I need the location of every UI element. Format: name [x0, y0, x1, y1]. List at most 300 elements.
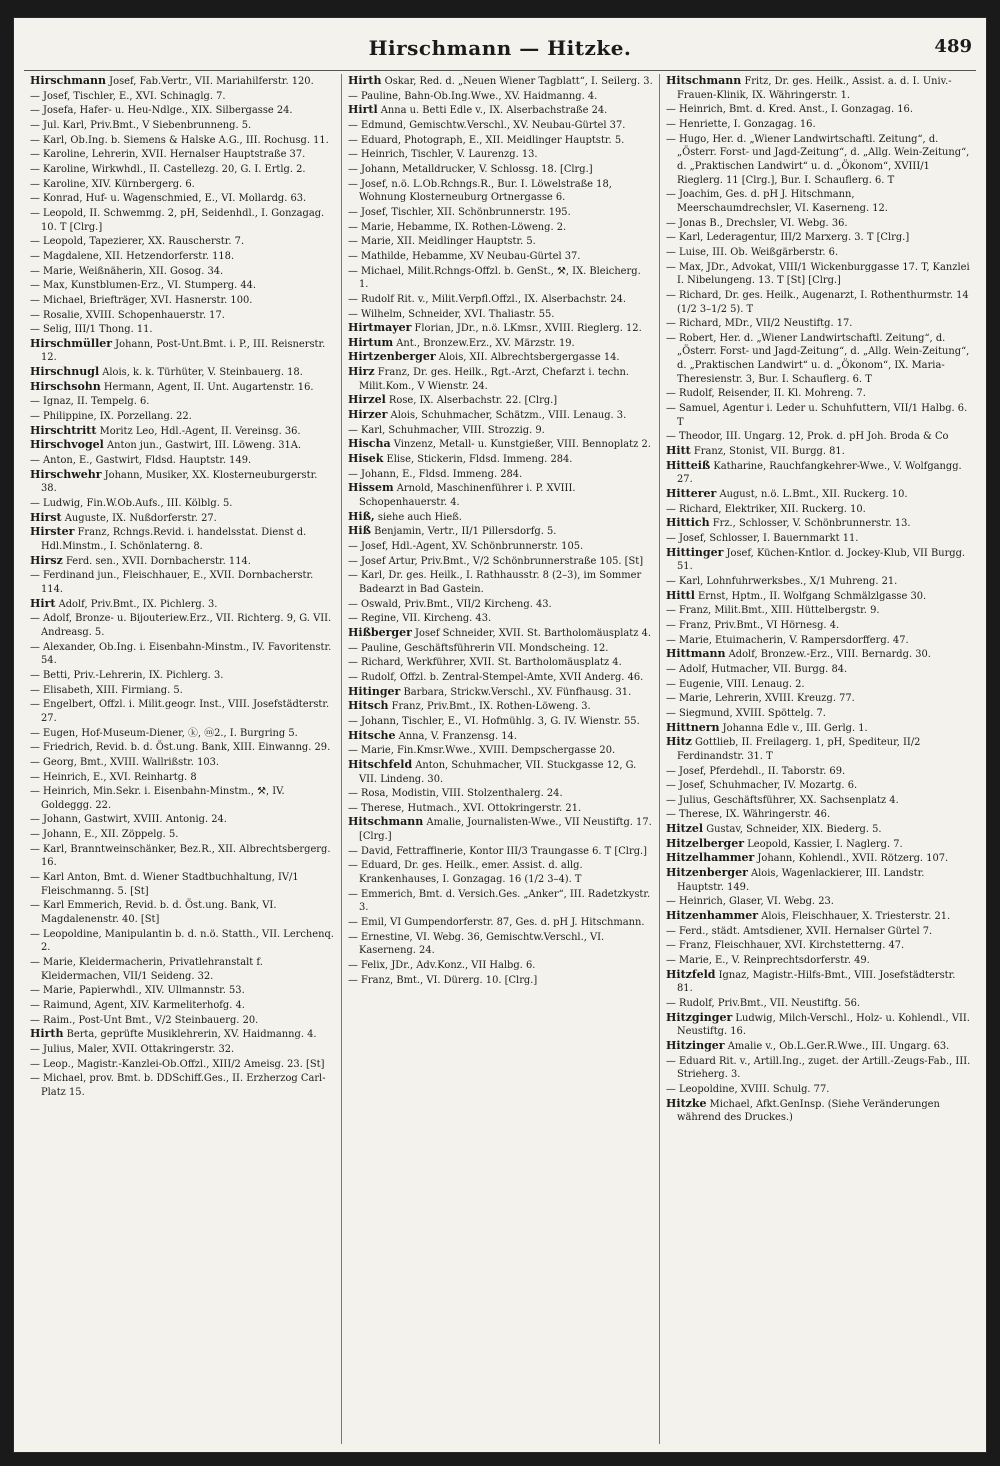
directory-entry	[348, 350, 653, 365]
directory-entry	[666, 74, 972, 102]
entry-text: — Leopoldine, Manipulantin b. d. n.ö. Statth., VII. Lerchenq. 2.	[30, 928, 334, 954]
directory-entry	[30, 424, 335, 439]
directory-entry	[348, 205, 653, 220]
entry-text: — Marie, Kleidermacherin, Privatlehranstalt f. Kleidermachen, VII/1 Seideng. 32.	[30, 957, 263, 982]
directory-entry	[348, 655, 653, 670]
entry-text: Anna u. Betti Edle v., IX. Alserbachstraße 24.	[377, 105, 608, 117]
entry-surname: Hitschmann	[666, 74, 742, 87]
entry-text: Gottlieb, II. Freilagerg. 1, pH, Spediteur, II/2 Ferdinandstr. 31. T	[677, 737, 921, 762]
entry-text: Ignaz, Magistr.-Hilfs-Bmt., VIII. Josefstädterstr. 81.	[677, 969, 956, 995]
entry-surname: Hirt	[30, 596, 56, 610]
entry-surname: Hirst	[30, 510, 62, 524]
directory-entry	[30, 249, 335, 264]
directory-entry	[30, 380, 335, 395]
entry-surname: Hittich	[666, 516, 710, 530]
entry-text: — Selig, III/1 Thong. 11.	[30, 324, 153, 336]
entry-text: — Josef, Hdl.-Agent, XV. Schönbrunnerstr. 105.	[348, 541, 584, 552]
entry-text: — Josef, Tischler, XII. Schönbrunnerstr. 195.	[348, 206, 571, 218]
entry-text: — Friedrich, Revid. b. d. Öst.ung. Bank, XIII. Einwanng. 29.	[30, 742, 331, 754]
running-head: Hirschmann — Hitzke.	[368, 36, 632, 60]
entry-text: — Philippine, IX. Porzellang. 22.	[30, 411, 192, 423]
directory-entry	[348, 568, 653, 596]
entry-text: — Max, JDr., Advokat, VIII/1 Wickenburggasse 17. T, Kanzlei I. Nibelungeng. 13. T [St] [Clrg.]	[666, 261, 970, 287]
directory-entry	[30, 898, 335, 926]
entry-surname: Hißberger	[348, 625, 412, 639]
directory-entry	[348, 626, 653, 641]
directory-entry	[30, 784, 335, 812]
entry-text: Franz, Stonist, VII. Burgg. 81.	[690, 446, 845, 458]
entry-text: — Rudolf Rit. v., Milit.Verpfl.Offzl., IX. Alserbachstr. 24.	[348, 293, 626, 305]
entry-text: Josef, Fab.Vertr., VII. Mariahilferstr. 120.	[106, 76, 314, 87]
directory-entry	[666, 589, 972, 604]
directory-entry	[666, 316, 972, 331]
directory-entry	[666, 1097, 972, 1125]
directory-entry	[30, 755, 335, 770]
entry-text: Franz, Rchngs.Revid. i. handelsstat. Dienst d. Hdl.Minstm., I. Schönlaterng. 8.	[41, 527, 307, 552]
entry-text: — Henriette, I. Gonzagag. 16.	[666, 118, 816, 130]
entry-text: — Marie, Etuimacherin, V. Rampersdorfferg. 47.	[666, 634, 909, 646]
directory-entry	[348, 815, 653, 843]
entry-surname: Hitschmann	[348, 815, 424, 829]
entry-text: — Karl Anton, Bmt. d. Wiener Stadtbuchhaltung, IV/1 Fleischmanng. 5. [St]	[30, 872, 299, 897]
directory-entry	[30, 453, 335, 468]
entry-text: Auguste, IX. Nußdorferstr. 27.	[61, 512, 217, 524]
entry-text: Hermann, Agent, II. Unt. Augartenstr. 16.	[100, 381, 314, 393]
directory-entry	[30, 870, 335, 898]
directory-entry	[666, 516, 972, 531]
directory-entry	[666, 894, 972, 909]
entry-text: — Marie, Fin.Kmsr.Wwe., XVIII. Dempschergasse 20.	[348, 745, 616, 757]
directory-entry	[666, 1011, 972, 1039]
entry-surname: Hirtum	[348, 335, 394, 349]
directory-entry	[348, 930, 653, 958]
entry-text: Benjamin, Vertr., II/1 Pillersdorfg. 5.	[370, 526, 557, 538]
directory-entry	[348, 307, 653, 322]
entry-text: — Eugen, Hof-Museum-Diener, ⓚ, ⓜ2., I. Burgring 5.	[30, 727, 298, 739]
entry-surname: Hissem	[348, 481, 394, 495]
entry-text: Michael, Afkt.GenInsp. (Siehe Veränderungen während des Druckes.)	[677, 1098, 940, 1124]
entry-text: — Karoline, XIV. Kürnbergerg. 6.	[30, 178, 195, 190]
directory-entry	[30, 147, 335, 162]
entry-text: Amalie v., Ob.L.Ger.R.Wwe., III. Ungarg. 63.	[724, 1040, 950, 1052]
entry-text: siehe auch Hieß.	[374, 511, 462, 523]
directory-entry	[666, 924, 972, 939]
entry-text: Josef, Küchen-Kntlor. d. Jockey-Klub, VII Burgg. 51.	[677, 547, 966, 573]
entry-text: — Richard, MDr., VII/2 Neustiftg. 17.	[666, 318, 853, 330]
entry-surname: Hirz	[348, 365, 375, 379]
entry-text: — Michael, Briefträger, XVI. Hasnerstr. 100.	[30, 294, 253, 306]
entry-text: — Michael, prov. Bmt. b. DDSchiff.Ges., II. Erzherzog Carl-Platz 15.	[30, 1073, 326, 1098]
entry-text: — Elisabeth, XIII. Firmiang. 5.	[30, 684, 183, 696]
entry-text: — Karl, Dr. ges. Heilk., I. Rathhausstr. 8 (2–3), im Sommer Badearzt in Bad Gastein.	[348, 570, 642, 595]
directory-entry	[30, 554, 335, 569]
entry-text: Rose, IX. Alserbachstr. 22. [Clrg.]	[385, 395, 558, 407]
entry-text: — Alexander, Ob.Ing. i. Eisenbahn-Minstm., IV. Favoritenstr. 54.	[30, 641, 332, 667]
directory-entry	[348, 510, 653, 525]
directory-entry	[348, 133, 653, 148]
directory-entry	[348, 74, 653, 89]
directory-entry	[348, 292, 653, 307]
directory-entry	[666, 662, 972, 677]
directory-entry	[666, 647, 972, 662]
directory-entry	[666, 288, 972, 316]
entry-text: — Max, Kunstblumen-Erz., VI. Stumperg. 44.	[30, 280, 257, 292]
directory-entry	[348, 408, 653, 423]
entry-text: Frz., Schlosser, V. Schönbrunnerstr. 13.	[709, 518, 911, 530]
entry-surname: Hirsz	[30, 553, 63, 567]
directory-entry	[348, 641, 653, 656]
entry-text: — Mathilde, Hebamme, XV Neubau-Gürtel 37.	[348, 250, 581, 262]
directory-entry	[30, 827, 335, 842]
entry-text: Josef Schneider, XVII. St. Bartholomäusplatz 4.	[411, 627, 652, 639]
entry-text: — Magdalene, XII. Hetzendorferstr. 118.	[30, 250, 235, 262]
directory-entry	[666, 117, 972, 132]
entry-text: — David, Fettraffinerie, Kontor III/3 Traungasse 6. T [Clrg.]	[348, 845, 648, 857]
directory-entry	[666, 429, 972, 444]
entry-text: — Karl, Lohnfuhrwerksbes., X/1 Muhreng. 21.	[666, 575, 898, 587]
entry-surname: Hirschvogel	[30, 438, 104, 452]
entry-surname: Hitteiß	[666, 458, 711, 472]
directory-entry	[348, 973, 653, 988]
entry-text: — Emil, VI Gumpendorferstr. 87, Ges. d. pH J. Hitschmann.	[348, 917, 645, 929]
entry-text: — Engelbert, Offzl. i. Milit.geogr. Inst., VIII. Josefstädterstr. 27.	[30, 699, 330, 724]
directory-entry	[666, 574, 972, 589]
entry-text: Johann, Post-Unt.Bmt. i. P., III. Reisnerstr. 12.	[41, 338, 326, 364]
entry-text: Arnold, Maschinenführer i. P. XVIII. Schopenhauerstr. 4.	[359, 483, 576, 509]
entry-surname: Hirschmüller	[30, 336, 113, 350]
entry-text: Johann, Kohlendl., XVII. Rötzerg. 107.	[754, 853, 949, 865]
entry-surname: Hirschsohn	[30, 379, 101, 393]
entry-text: Anton, Schuhmacher, VII. Stuckgasse 12, G. VII. Lindeng. 30.	[359, 759, 637, 785]
directory-entry	[666, 502, 972, 517]
entry-surname: Hiß,	[348, 509, 375, 523]
directory-entry	[30, 1071, 335, 1099]
directory-entry	[666, 691, 972, 706]
directory-entry	[348, 887, 653, 915]
entry-text: — Ferd., städt. Amtsdiener, XVII. Hernalser Gürtel 7.	[666, 925, 933, 937]
entry-text: — Richard, Dr. ges. Heilk., Augenarzt, I. Rothenthurmstr. 14 (1/2 3–1/2 5). T	[666, 289, 969, 315]
directory-entry	[666, 837, 972, 852]
entry-text: Alois, Schuhmacher, Schätzm., VIII. Lenaug. 3.	[387, 410, 627, 422]
directory-entry	[348, 524, 653, 539]
directory-entry	[348, 844, 653, 859]
directory-entry	[30, 468, 335, 496]
entry-text: — Richard, Werkführer, XVII. St. Bartholomäusplatz 4.	[348, 657, 622, 669]
entry-text: Leopold, Kassier, I. Naglerg. 7.	[744, 838, 903, 850]
entry-surname: Hittl	[666, 588, 695, 602]
entry-text: — Leop., Magistr.-Kanzlei-Ob.Offzl., XIII/2 Ameisg. 23. [St]	[30, 1058, 325, 1070]
entry-text: Amalie, Journalisten-Wwe., VII Neustiftg. 17. [Clrg.]	[359, 817, 652, 843]
directory-entry	[666, 1039, 972, 1054]
directory-entry	[30, 234, 335, 249]
directory-entry	[666, 677, 972, 692]
directory-entry	[30, 525, 335, 553]
entry-text: — Heinrich, Tischler, V. Laurenzg. 13.	[348, 149, 538, 161]
directory-entry	[666, 459, 972, 487]
entry-text: Moritz Leo, Hdl.-Agent, II. Vereinsg. 36.	[96, 425, 301, 437]
entry-text: Adolf, Bronzew.-Erz., VIII. Bernardg. 30.	[725, 649, 931, 661]
entry-text: Johanna Edle v., III. Gerlg. 1.	[719, 722, 868, 734]
entry-text: — Eugenie, VIII. Lenaug. 2.	[666, 678, 805, 690]
entry-text: — Josef Artur, Priv.Bmt., V/2 Schönbrunnerstraße 105. [St]	[348, 555, 644, 567]
directory-entry	[30, 162, 335, 177]
directory-entry	[30, 770, 335, 785]
directory-entry	[666, 706, 972, 721]
directory-entry	[666, 909, 972, 924]
entry-text: — Theodor, III. Ungarg. 12, Prok. d. pH Joh. Broda & Co	[666, 431, 949, 443]
directory-entry	[666, 793, 972, 808]
entry-text: — Rudolf, Priv.Bmt., VII. Neustiftg. 56.	[666, 998, 861, 1009]
directory-entry	[30, 278, 335, 293]
directory-entry	[30, 206, 335, 234]
entry-text: — Heinrich, Min.Sekr. i. Eisenbahn-Minstm., ⚒, IV. Goldeggg. 22.	[30, 786, 285, 811]
entry-text: — Franz, Fleischhauer, XVI. Kirchstetterng. 47.	[666, 940, 905, 952]
directory-entry	[30, 955, 335, 983]
directory-entry	[30, 697, 335, 725]
directory-entry	[666, 1054, 972, 1082]
entry-text: — Edmund, Gemischtw.Verschl., XV. Neubau-Gürtel 37.	[348, 119, 626, 131]
entry-text: — Wilhelm, Schneider, XVI. Thaliastr. 55.	[348, 308, 555, 320]
entry-surname: Hitz	[666, 735, 692, 749]
entry-text: — Ignaz, II. Tempelg. 6.	[30, 396, 150, 408]
directory-entry	[30, 1013, 335, 1028]
directory-entry	[30, 177, 335, 192]
directory-entry	[666, 1082, 972, 1097]
entry-text: — Heinrich, Bmt. d. Kred. Anst., I. Gonzagag. 16.	[666, 104, 913, 116]
directory-entry	[30, 118, 335, 133]
entry-text: Anna, V. Franzensg. 14.	[395, 730, 517, 742]
directory-entry	[666, 331, 972, 387]
directory-entry	[30, 1057, 335, 1072]
entry-text: Fritz, Dr. ges. Heilk., Assist. a. d. I. Univ.-Frauen-Klinik, IX. Währingerstr. 1.	[677, 76, 952, 101]
directory-entry	[348, 336, 653, 351]
entry-surname: Hitzenhammer	[666, 909, 759, 923]
entry-text: — Ferdinand jun., Fleischhauer, E., XVII. Dornbacherstr. 114.	[30, 570, 314, 595]
directory-entry	[348, 264, 653, 292]
entry-text: — Franz, Milit.Bmt., XIII. Hüttelbergstr. 9.	[666, 605, 880, 617]
entry-text: — Josef, Pferdehdl., II. Taborstr. 69.	[666, 765, 846, 777]
directory-entry	[30, 983, 335, 998]
entry-text: — Therese, Hutmach., XVI. Ottokringerstr. 21.	[348, 802, 582, 814]
page-header	[14, 32, 986, 72]
entry-surname: Hittnern	[666, 720, 720, 734]
entry-text: Oskar, Red. d. „Neuen Wiener Tagblatt“, I. Seilerg. 3.	[381, 76, 653, 87]
directory-entry	[348, 786, 653, 801]
entry-text: — Richard, Elektriker, XII. Ruckerg. 10.	[666, 503, 866, 515]
entry-text: — Karl, Schuhmacher, VIII. Strozzig. 9.	[348, 424, 545, 436]
directory-entry	[666, 386, 972, 401]
directory-entry	[348, 147, 653, 162]
entry-text: — Felix, JDr., Adv.Konz., VII Halbg. 6.	[348, 960, 536, 972]
entry-text: Ferd. sen., XVII. Dornbacherstr. 114.	[62, 555, 251, 567]
entry-text: Johann, Musiker, XX. Klosterneuburgerstr. 38.	[41, 469, 318, 495]
entry-text: August, n.ö. L.Bmt., XII. Ruckerg. 10.	[716, 489, 908, 501]
entry-text: — Betti, Priv.-Lehrerin, IX. Pichlerg. 3.	[30, 669, 224, 681]
entry-surname: Hirtzenberger	[348, 350, 436, 364]
directory-entry	[30, 496, 335, 511]
entry-text: — Karl, Lederagentur, III/2 Marxerg. 3. T [Clrg.]	[666, 232, 910, 244]
directory-entry	[666, 735, 972, 763]
directory-entry	[30, 726, 335, 741]
entry-text: — Josef, Schlosser, I. Bauernmarkt 11.	[666, 533, 859, 544]
entry-text: — Eduard Rit. v., Artill.Ing., zuget. der Artill.-Zeugs-Fab., III. Strieherg. 3.	[666, 1055, 971, 1081]
directory-entry	[30, 308, 335, 323]
directory-page	[14, 18, 986, 1452]
entry-text: — Josef, n.ö. L.Ob.Rchngs.R., Bur. I. Löwelstraße 18, Wohnung Klosterneuburg Ortnergasse 6.	[348, 178, 612, 204]
entry-text: Elise, Stickerin, Fldsd. Immeng. 284.	[383, 454, 573, 466]
entry-text: — Heinrich, Glaser, VI. Webg. 23.	[666, 896, 834, 908]
entry-text: — Ernestine, VI. Webg. 36, Gemischtw.Verschl., VI. Kaserneng. 24.	[348, 931, 605, 957]
directory-entry	[666, 187, 972, 215]
entry-text: Franz, Dr. ges. Heilk., Rgt.-Arzt, Chefarzt i. techn. Milit.Kom., V Wienstr. 24.	[359, 367, 630, 392]
entry-text: — Michael, Milit.Rchngs-Offzl. b. GenSt., ⚒, IX. Bleicherg. 1.	[348, 265, 641, 291]
header-rule	[24, 70, 976, 71]
directory-entry	[348, 539, 653, 554]
entry-text: Alois, k. k. Türhüter, V. Steinbauerg. 18.	[99, 367, 303, 379]
directory-entry	[666, 807, 972, 822]
entry-text: — Karl Emmerich, Revid. b. d. Öst.ung. Bank, VI. Magdalenenstr. 40. [St]	[30, 900, 277, 926]
directory-entry	[348, 365, 653, 393]
directory-entry	[348, 714, 653, 729]
directory-entry	[666, 132, 972, 188]
directory-entry	[30, 293, 335, 308]
directory-entry	[348, 801, 653, 816]
directory-entry	[348, 452, 653, 467]
entry-text: — Ludwig, Fin.W.Ob.Aufs., III. Kölblg. 5.	[30, 498, 233, 510]
entry-surname: Hirtmayer	[348, 321, 412, 335]
directory-columns	[24, 74, 978, 1444]
directory-entry	[666, 216, 972, 231]
entry-surname: Hirzel	[348, 393, 386, 407]
directory-entry	[348, 437, 653, 452]
entry-text: — Johann, E., XII. Zöppelg. 5.	[30, 829, 179, 841]
directory-entry	[30, 668, 335, 683]
directory-entry	[666, 953, 972, 968]
directory-entry	[30, 683, 335, 698]
directory-entry	[666, 822, 972, 837]
entry-text: Florian, JDr., n.ö. LKmsr., XVIII. Rieglerg. 12.	[411, 323, 642, 335]
entry-text: — Rosa, Modistin, VIII. Stolzenthalerg. 24.	[348, 788, 563, 800]
directory-entry	[348, 103, 653, 118]
entry-text: — Rosalie, XVIII. Schopenhauerstr. 17.	[30, 309, 225, 321]
directory-entry	[30, 365, 335, 380]
entry-text: — Marie, E., V. Reinprechtsdorferstr. 49.	[666, 955, 870, 967]
directory-entry	[666, 633, 972, 648]
entry-text: Anton jun., Gastwirt, III. Löweng. 31A.	[103, 440, 302, 452]
entry-surname: Hitzke	[666, 1096, 707, 1110]
entry-surname: Hiß	[348, 524, 371, 538]
entry-surname: Hitt	[666, 444, 691, 458]
entry-text: — Rudolf, Offzl. b. Zentral-Stempel-Amte, XVII Anderg. 46.	[348, 671, 644, 683]
entry-text: — Eduard, Photograph, E., XII. Meidlinger Hauptstr. 5.	[348, 134, 625, 146]
column-right	[660, 74, 978, 1444]
entry-text: Alois, Fleischhauer, X. Triesterstr. 21.	[758, 911, 951, 923]
entry-text: — Raimund, Agent, XIV. Karmeliterhofg. 4.	[30, 1000, 245, 1011]
entry-text: — Konrad, Huf- u. Wagenschmied, E., VI. Mollardg. 63.	[30, 193, 307, 205]
entry-surname: Hisek	[348, 452, 384, 466]
directory-entry	[666, 531, 972, 546]
directory-entry	[348, 729, 653, 744]
directory-entry	[30, 927, 335, 955]
page-number: 489	[934, 36, 972, 57]
directory-entry	[30, 264, 335, 279]
entry-surname: Hittinger	[666, 545, 724, 559]
directory-entry	[348, 743, 653, 758]
entry-surname: Hitzginger	[666, 1010, 733, 1024]
entry-text: — Marie, XII. Meidlinger Hauptstr. 5.	[348, 236, 536, 248]
entry-text: Alois, XII. Albrechtsbergergasse 14.	[435, 352, 620, 364]
entry-text: Ernst, Hptm., II. Wolfgang Schmälzlgasse 30.	[694, 590, 927, 602]
directory-entry	[30, 597, 335, 612]
entry-surname: Hirth	[30, 1027, 64, 1041]
entry-surname: Hirtl	[348, 103, 378, 117]
entry-text: — Samuel, Agentur i. Leder u. Schuhfuttern, VII/1 Halbg. 6. T	[666, 403, 968, 428]
entry-text: — Robert, Her. d. „Wiener Landwirtschaftl. Zeitung“, d. „Österr. Forst- und Jagd-Zeitung“, d. „Allg. Wein-Zeitung“, d. „Praktischen Landwirt“ u. d. „Ökonom“, IX. Maria-Theresienstr. 3, Bur. I. Schauflerg. 6. T	[666, 332, 970, 385]
directory-entry	[348, 423, 653, 438]
entry-text: — Eduard, Dr. ges. Heilk., emer. Assist. d. allg. Krankenhauses, I. Gonzagag. 16 (1/2 3–4). T	[348, 860, 583, 886]
directory-entry	[666, 603, 972, 618]
entry-text: — Johann, E., Fldsd. Immeng. 284.	[348, 468, 523, 480]
entry-text: — Julius, Geschäftsführer, XX. Sachsenplatz 4.	[666, 794, 899, 806]
entry-text: Alois, Wagenlackierer, III. Landstr. Hauptstr. 149.	[677, 868, 925, 893]
directory-entry	[30, 103, 335, 118]
directory-entry	[666, 968, 972, 996]
entry-text: — Luise, III. Ob. Weißgärberstr. 6.	[666, 246, 839, 258]
directory-entry	[348, 220, 653, 235]
entry-surname: Hittmann	[666, 647, 726, 661]
entry-surname: Hirth	[348, 74, 382, 87]
directory-entry	[348, 597, 653, 612]
directory-entry	[348, 321, 653, 336]
directory-entry	[30, 998, 335, 1013]
directory-entry	[30, 568, 335, 596]
directory-entry	[666, 230, 972, 245]
entry-text: — Marie, Lehrerin, XVIII. Kreuzg. 77.	[666, 693, 855, 705]
directory-entry	[348, 481, 653, 509]
directory-entry	[30, 611, 335, 639]
entry-text: Gustav, Schneider, XIX. Biederg. 5.	[703, 824, 882, 836]
directory-entry	[348, 758, 653, 786]
directory-entry	[30, 133, 335, 148]
directory-entry	[348, 249, 653, 264]
entry-text: Vinzenz, Metall- u. Kunstgießer, VIII. Bennoplatz 2.	[390, 439, 651, 451]
directory-entry	[666, 778, 972, 793]
entry-text: Franz, Priv.Bmt., IX. Rothen-Löweng. 3.	[388, 701, 591, 713]
directory-entry	[30, 322, 335, 337]
directory-entry	[30, 842, 335, 870]
entry-text: — Regine, VII. Kircheng. 43.	[348, 613, 492, 625]
directory-entry	[348, 467, 653, 482]
entry-text: — Adolf, Bronze- u. Bijouteriew.Erz., VII. Richterg. 9, G. VII. Andreasg. 5.	[30, 613, 332, 638]
entry-text: — Franz, Bmt., VI. Dürerg. 10. [Clrg.]	[348, 974, 538, 986]
entry-text: — Marie, Hebamme, IX. Rothen-Löweng. 2.	[348, 221, 567, 233]
directory-entry	[348, 89, 653, 104]
entry-surname: Hitzinger	[666, 1038, 725, 1052]
directory-entry	[666, 996, 972, 1011]
directory-entry	[348, 915, 653, 930]
directory-entry	[30, 74, 335, 89]
entry-text: — Johann, Metalldrucker, V. Schlossg. 18. [Clrg.]	[348, 163, 593, 175]
directory-entry	[666, 444, 972, 459]
column-middle	[342, 74, 660, 1444]
entry-surname: Hischa	[348, 437, 391, 451]
entry-text: Katharine, Rauchfangkehrer-Wwe., V. Wolfgangg. 27.	[677, 460, 962, 486]
entry-surname: Hitzelberger	[666, 836, 745, 850]
entry-text: — Pauline, Geschäftsführerin VII. Mondscheing. 12.	[348, 642, 609, 654]
directory-entry	[348, 234, 653, 249]
directory-entry	[348, 611, 653, 626]
directory-entry	[348, 699, 653, 714]
